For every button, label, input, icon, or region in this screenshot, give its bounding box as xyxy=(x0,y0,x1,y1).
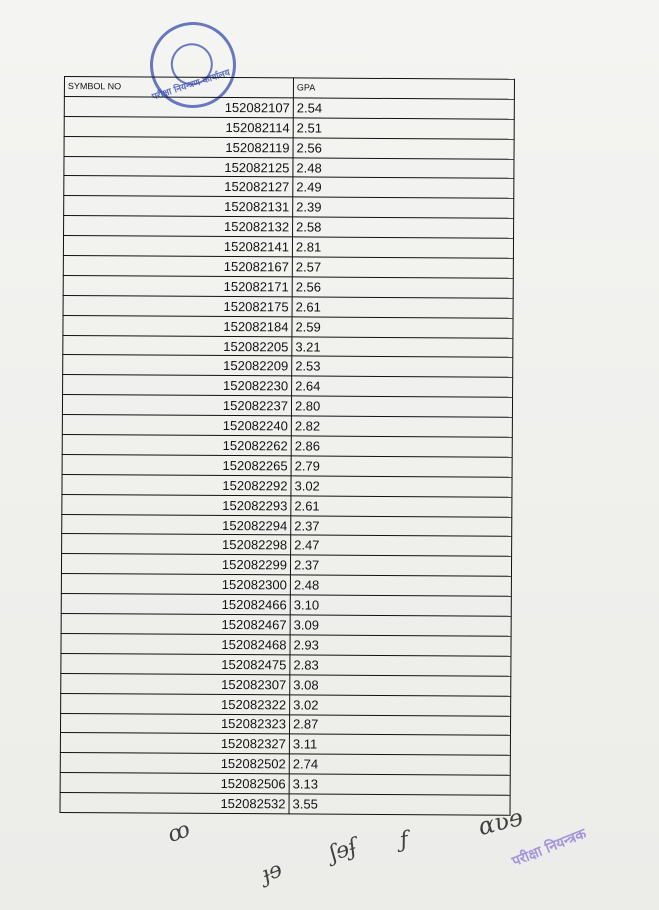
table-row xyxy=(62,395,512,418)
gpa-cell: 2.37 xyxy=(291,515,512,536)
symbol-no-cell: 152082205 xyxy=(63,335,292,356)
symbol-no-cell: 152082237 xyxy=(62,395,291,416)
table-row xyxy=(62,534,512,557)
symbol-no-cell: 152082475 xyxy=(61,653,290,674)
table-row xyxy=(61,554,511,577)
symbol-no-cell: 152082175 xyxy=(63,295,292,316)
controller-stamp: परीक्षा नियन्त्रक xyxy=(509,825,589,871)
gpa-cell: 3.02 xyxy=(290,694,511,715)
signature-2: ɟɘ xyxy=(258,857,286,888)
symbol-no-cell: 152082323 xyxy=(60,713,289,734)
symbol-no-cell: 152082300 xyxy=(61,574,290,595)
symbol-no-cell: 152082298 xyxy=(62,534,291,555)
table-row xyxy=(60,773,510,796)
symbol-no-cell: 152082125 xyxy=(64,156,293,177)
table-row xyxy=(62,415,512,438)
gpa-cell: 2.47 xyxy=(291,535,512,556)
results-table xyxy=(59,76,514,816)
symbol-no-cell: 152082132 xyxy=(64,216,293,237)
table-row xyxy=(60,733,510,756)
signature-4: ƒ xyxy=(397,827,411,854)
symbol-no-cell: 152082184 xyxy=(63,315,292,336)
symbol-no-cell: 152082171 xyxy=(63,275,292,296)
symbol-no-cell: 152082240 xyxy=(62,415,291,436)
symbol-no-cell: 152082114 xyxy=(64,116,293,137)
symbol-no-cell: 152082131 xyxy=(64,196,293,217)
gpa-cell: 3.08 xyxy=(290,675,511,696)
symbol-no-cell: 152082502 xyxy=(60,753,289,774)
gpa-cell: 3.11 xyxy=(289,734,510,755)
table-row xyxy=(61,594,511,617)
symbol-no-cell: 152082322 xyxy=(61,693,290,714)
symbol-no-cell: 152082506 xyxy=(60,773,289,794)
symbol-no-cell: 152082466 xyxy=(61,594,290,615)
table-row xyxy=(64,196,514,219)
symbol-no-cell: 152082262 xyxy=(62,435,291,456)
gpa-cell: 2.58 xyxy=(293,217,514,238)
seal-text: परीक्षा नियन्त्रण कार्यालय xyxy=(150,68,232,103)
gpa-cell: 2.82 xyxy=(291,416,512,437)
gpa-cell: 2.59 xyxy=(292,317,513,338)
table-row xyxy=(62,494,512,517)
table-header-row xyxy=(64,77,514,100)
table-row xyxy=(61,693,511,716)
table-row xyxy=(60,713,510,736)
symbol-no-cell: 152082293 xyxy=(62,494,291,515)
table-row xyxy=(63,256,513,279)
table-row xyxy=(61,633,511,656)
table-row xyxy=(60,793,510,816)
signature-3: ʃɘʄ xyxy=(326,834,361,867)
symbol-no-cell: 152082209 xyxy=(63,355,292,376)
symbol-no-cell: 152082292 xyxy=(62,474,291,495)
table-row xyxy=(63,335,513,358)
table-row xyxy=(63,315,513,338)
symbol-no-cell: 152082127 xyxy=(64,176,293,197)
symbol-no-cell: 152082294 xyxy=(62,514,291,535)
table-row xyxy=(63,295,513,318)
gpa-cell: 2.87 xyxy=(289,714,510,735)
gpa-cell: 2.61 xyxy=(292,297,513,318)
symbol-no-cell: 152082468 xyxy=(61,633,290,654)
table-row xyxy=(61,574,511,597)
gpa-cell: 2.81 xyxy=(292,237,513,258)
gpa-cell: 3.09 xyxy=(290,615,511,636)
gpa-cell: 3.13 xyxy=(289,774,510,795)
gpa-cell: 2.56 xyxy=(292,277,513,298)
table-row xyxy=(61,614,511,637)
symbol-no-cell: 152082119 xyxy=(64,136,293,157)
gpa-cell: 3.21 xyxy=(292,336,513,357)
table-row xyxy=(62,454,512,477)
table-row xyxy=(61,673,511,696)
gpa-cell: 2.86 xyxy=(291,436,512,457)
gpa-cell: 2.64 xyxy=(292,376,513,397)
symbol-no-header: SYMBOL NO xyxy=(64,77,293,98)
symbol-no-cell: 152082141 xyxy=(63,236,292,257)
gpa-cell: 2.51 xyxy=(293,118,514,139)
gpa-cell: 2.83 xyxy=(290,655,511,676)
table-row xyxy=(60,753,510,776)
gpa-cell: 2.57 xyxy=(292,257,513,278)
table-row xyxy=(64,176,514,199)
gpa-cell: 2.53 xyxy=(292,356,513,377)
symbol-no-cell: 152082532 xyxy=(60,793,289,814)
gpa-cell: 2.79 xyxy=(291,456,512,477)
signature-5: ɑʋɘ xyxy=(475,802,526,842)
table-row xyxy=(63,236,513,259)
symbol-no-cell: 152082167 xyxy=(63,256,292,277)
gpa-cell: 3.02 xyxy=(291,476,512,497)
symbol-no-cell: 152082230 xyxy=(63,375,292,396)
table-row xyxy=(62,474,512,497)
table-row xyxy=(62,514,512,537)
symbol-no-cell: 152082107 xyxy=(64,96,293,117)
gpa-cell: 2.39 xyxy=(293,197,514,218)
table-row xyxy=(64,136,514,159)
table-row xyxy=(64,96,514,119)
gpa-cell: 2.93 xyxy=(290,635,511,656)
gpa-cell: 3.10 xyxy=(290,595,511,616)
gpa-cell: 2.61 xyxy=(291,496,512,517)
gpa-cell: 2.54 xyxy=(293,98,514,119)
symbol-no-cell: 152082467 xyxy=(61,614,290,635)
gpa-cell: 2.74 xyxy=(289,754,510,775)
gpa-cell: 3.55 xyxy=(289,794,510,815)
symbol-no-cell: 152082307 xyxy=(61,673,290,694)
signature-1: ꝏ xyxy=(164,816,194,849)
table-row xyxy=(61,653,511,676)
table-row xyxy=(63,275,513,298)
table-row xyxy=(63,355,513,378)
table-row xyxy=(62,435,512,458)
gpa-cell: 2.48 xyxy=(290,575,511,596)
symbol-no-cell: 152082327 xyxy=(60,733,289,754)
symbol-no-cell: 152082299 xyxy=(61,554,290,575)
table-row xyxy=(64,156,514,179)
table-row xyxy=(64,116,514,139)
gpa-cell: 2.56 xyxy=(293,138,514,159)
symbol-no-cell: 152082265 xyxy=(62,454,291,475)
gpa-cell: 2.80 xyxy=(291,396,512,417)
table-row xyxy=(63,375,513,398)
gpa-cell: 2.37 xyxy=(290,555,511,576)
gpa-cell: 2.48 xyxy=(293,157,514,178)
gpa-header: GPA xyxy=(293,78,514,99)
table-row xyxy=(64,216,514,239)
gpa-cell: 2.49 xyxy=(293,177,514,198)
